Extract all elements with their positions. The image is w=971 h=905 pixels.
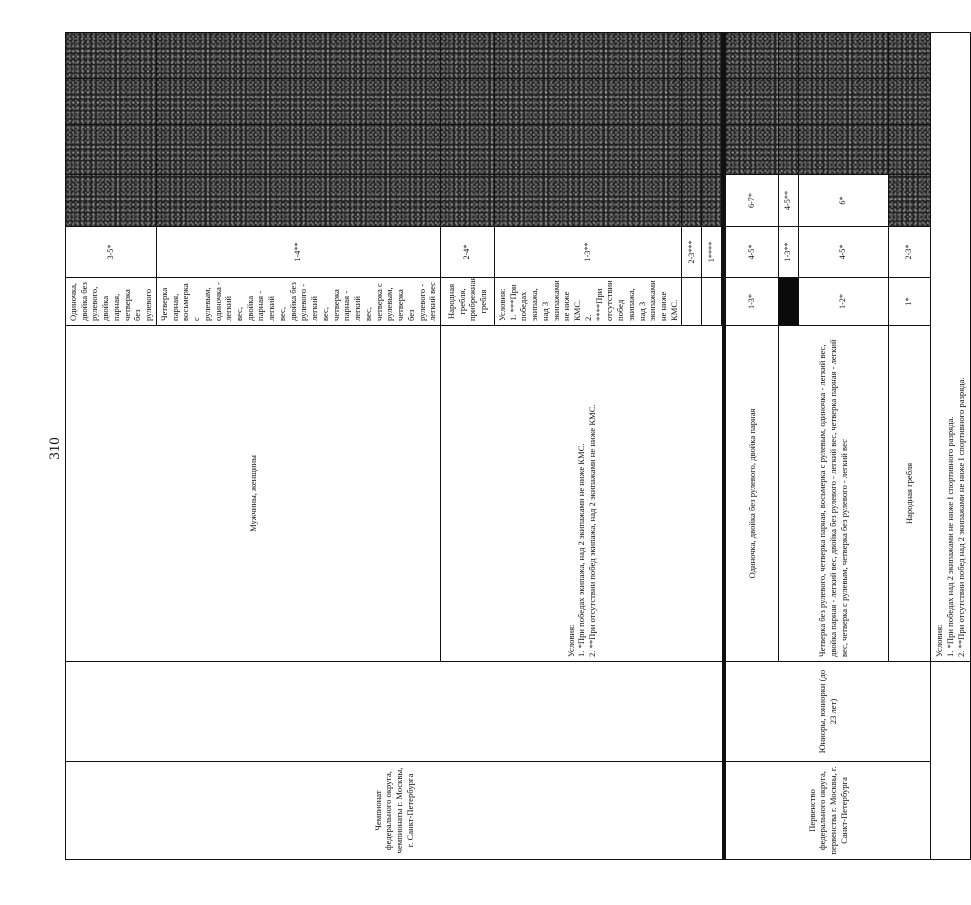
boat-classes: Народная гребля (888, 326, 930, 662)
shaded-cell (66, 175, 157, 227)
shaded-cell (156, 175, 440, 227)
shaded-cell (888, 175, 930, 227)
shaded-cell (494, 125, 681, 175)
rank-requirements-table (65, 33, 971, 861)
shaded-cell (156, 33, 440, 79)
boat-classes: Четверка парная, восьмерка с рулевым, одиночка - легкий вес, двойка парная - легкий вес, двойка без рулевого - легкий вес, четверка парная - легкий вес, четверка с рулевым, четверка без рулевого - легкий вес (156, 278, 440, 326)
shaded-cell (682, 125, 702, 175)
result-value: 1-3* (724, 278, 778, 326)
conditions-block (494, 278, 681, 326)
shaded-cell (798, 33, 888, 79)
shaded-cell (440, 125, 494, 175)
shaded-cell (888, 79, 930, 125)
conditions-block (440, 326, 724, 662)
result-value: 4-5** (778, 175, 798, 227)
shaded-cell (724, 79, 778, 125)
result-value: 1* (888, 278, 930, 326)
result-value: 1-2* (798, 278, 888, 326)
condition-item: 1. ***При победах экипажа, над 3 экипажами не ниже КМС. (507, 280, 583, 321)
result-value: 6-7* (724, 175, 778, 227)
shaded-cell (66, 79, 157, 125)
boat-classes: Мужчины, женщины (66, 326, 441, 662)
athlete-category: Юниоры, юниорки (до 23 лет) (724, 662, 930, 762)
shaded-cell (440, 33, 494, 79)
shaded-cell (66, 33, 157, 79)
event-name: Чемпионат федерального округа, чемпионаты г. Москвы, г. Санкт-Петербурга (66, 762, 725, 860)
shaded-cell (702, 33, 722, 79)
empty-cell (930, 662, 970, 860)
black-cell (778, 278, 798, 326)
shaded-cell (702, 79, 722, 125)
shaded-cell (66, 125, 157, 175)
shaded-cell (778, 33, 798, 79)
condition-item: 2. **При отсутствии побед экипажа, над 2 экипажами не ниже КМС. (587, 404, 598, 657)
shaded-cell (798, 125, 888, 175)
result-value: 2-4* (440, 227, 494, 278)
shaded-cell (888, 33, 930, 79)
boat-classes: Народная гребля, прибрежная гребля (440, 278, 494, 326)
condition-item: 2. **При отсутствии побед над 2 экипажами не ниже I спортивного разряда. (955, 377, 966, 657)
shaded-cell (682, 33, 702, 79)
conditions-title: Условия: (934, 624, 945, 657)
shaded-cell (702, 175, 722, 227)
boat-classes: Одиночка, двойка без рулевого, двойка парная, четверка без рулевого (66, 278, 157, 326)
conditions-title: Условия: (496, 288, 507, 321)
condition-item: 2. ****При отсутствии побед экипажа, над 3 экипажами не ниже КМС. (582, 280, 679, 321)
shaded-cell (156, 79, 440, 125)
conditions-title: Условия: (565, 624, 576, 657)
shaded-cell (494, 79, 681, 125)
result-value: 1-3** (778, 227, 798, 278)
result-value: 6* (798, 175, 888, 227)
shaded-cell (798, 79, 888, 125)
shaded-cell (156, 125, 440, 175)
condition-item: 1. *При победах экипажа, над 2 экипажами не ниже КМС. (576, 443, 587, 657)
empty-cell (66, 662, 725, 762)
event-name: Первенство федерального округа, первенства г. Москвы, г. Санкт-Петербурга (724, 762, 930, 860)
conditions-block (930, 33, 970, 662)
shaded-cell (494, 175, 681, 227)
empty-cell (702, 278, 722, 326)
result-value: 1-4** (156, 227, 440, 278)
shaded-cell (494, 33, 681, 79)
boat-classes: Четверка без рулевого, четверка парная, восьмерка с рулевым, одиночка - легкий вес, двойка парная - легкий вес, двойка без рулевого - легкий вес, четверка парная - легкий вес, четверка с рулевым, четверка без рулевого - легкий вес (778, 326, 888, 662)
shaded-cell (888, 125, 930, 175)
shaded-cell (682, 175, 702, 227)
boat-classes: Одиночка, двойка без рулевого, двойка парная (724, 326, 778, 662)
shaded-cell (702, 125, 722, 175)
page-number: 310 (46, 437, 63, 460)
condition-item: 1. *При победах над 2 экипажами не ниже I спортивного разряда. (945, 416, 956, 657)
result-value: 3-5* (66, 227, 157, 278)
shaded-cell (682, 79, 702, 125)
shaded-cell (440, 79, 494, 125)
result-value: 2-3* (888, 227, 930, 278)
shaded-cell (778, 125, 798, 175)
shaded-cell (778, 79, 798, 125)
result-value: 4-5* (798, 227, 888, 278)
result-value: 4-5* (724, 227, 778, 278)
result-value: 2-3*** (682, 227, 702, 278)
result-value: 1-3** (494, 227, 681, 278)
shaded-cell (724, 33, 778, 79)
rotated-table-wrapper (65, 33, 966, 860)
empty-cell (682, 278, 702, 326)
shaded-cell (440, 175, 494, 227)
shaded-cell (724, 125, 778, 175)
result-value: 1**** (702, 227, 722, 278)
